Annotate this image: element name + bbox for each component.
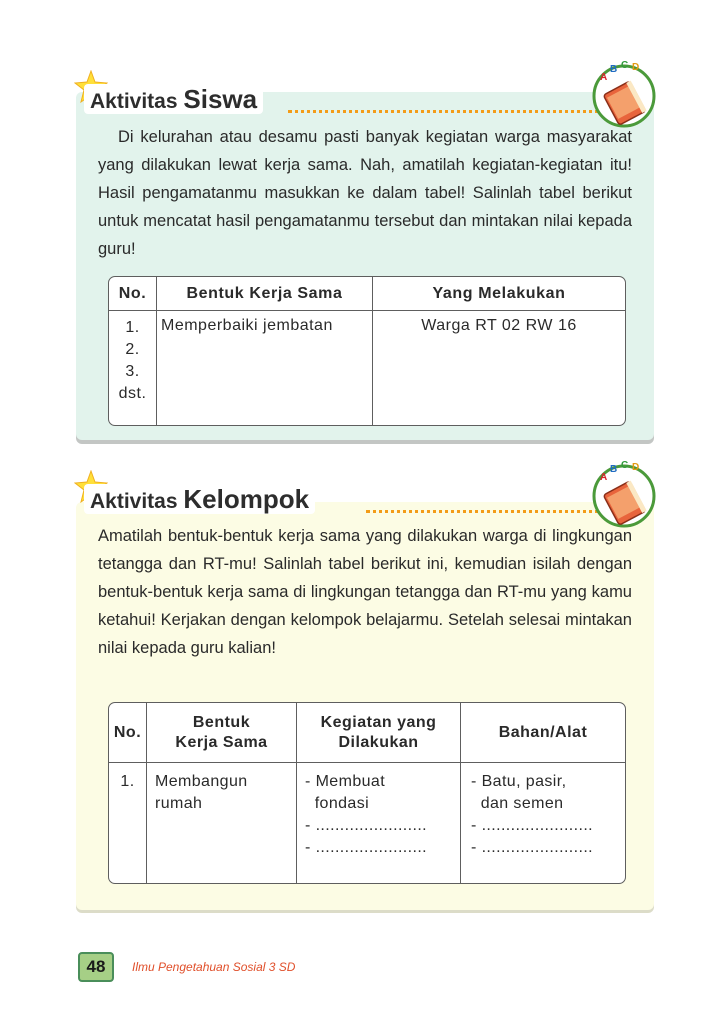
activity-siswa-title: Aktivitas Siswa [84,84,263,114]
cell-line: - Membuat [305,773,386,790]
activity-siswa-instructions: Di kelurahan atau desamu pasti banyak kegiatan warga masyarakat yang dilakukan lewat kerja sama. Nah, amatilah kegiatan-kegiatan itu! Hasil pengamatanmu masukkan ke dalam tabel! Salinlah tabel berikut untuk mencatat hasil pengamatanmu tersebut dan mintakan nilai kepada guru! [98,128,632,258]
cell-line: fondasi [305,795,370,812]
page-number: 48 [78,952,114,982]
cell-pelaku: Warga RT 02 RW 16 [421,317,577,334]
row-number: 1. [125,319,140,336]
header-line: Bentuk [192,713,251,731]
activity-kelompok-title: Aktivitas Kelompok [84,484,315,514]
svg-text:C: C [621,460,629,471]
svg-text:D: D [632,62,640,73]
activity-kelompok-table [108,702,626,884]
svg-text:B: B [610,64,618,75]
cell-line: dan semen [471,795,564,812]
col-header-no: No. [109,277,157,311]
svg-text:D: D [632,462,640,473]
row-number: 3. [125,363,140,380]
table-header-row [109,277,625,311]
col-header-bentuk: Bentuk Kerja Sama [157,277,373,311]
abc-book-icon [586,58,658,130]
row-number: 2. [125,341,140,358]
col-header-bentuk [147,703,297,763]
book-title: Ilmu Pengetahuan Sosial 3 SD [132,960,296,974]
table-header-row [109,703,625,763]
col-header-no: No. [109,703,147,763]
col-header-kegiatan [297,703,461,763]
blank-line: - ....................... [305,839,428,856]
activity-kelompok-instructions: Amatilah bentuk-bentuk kerja sama yang dilakukan warga di lingkungan tetangga dan RT-mu! Salinlah tabel berikut ini, kemudian isilah dengan bentuk-bentuk kerja sama di lingkungan tetangga dan RT-mu yang kamu ketahui! Kerjakan dengan kelompok belajarmu. Setelah selesai mintakan nilai kepada guru kalian! [98,527,632,657]
svg-text:C: C [621,60,629,71]
cell-bentuk [147,763,297,883]
cell-line: Membangun [155,773,248,790]
row-numbers [109,311,157,425]
blank-line: - ....................... [305,817,428,834]
col-header-pelaku: Yang Melakukan [373,277,625,311]
blank-line: - ....................... [471,839,594,856]
header-line: Kegiatan yang [320,713,437,731]
cell-line: rumah [155,795,203,812]
table-row [109,311,625,425]
table-row [109,763,625,883]
blank-line: - ....................... [471,817,594,834]
cell-kegiatan [297,763,461,883]
header-line: Dilakukan [338,733,419,751]
activity-kelompok-header [76,478,656,518]
svg-text:B: B [610,464,618,475]
col-header-bahan: Bahan/Alat [461,703,625,763]
cell-bahan [461,763,625,883]
activity-siswa-header [76,78,656,118]
header-line: Kerja Sama [175,733,268,751]
cell-bentuk: Memperbaiki jembatan [157,311,373,425]
svg-text:A: A [600,72,608,83]
svg-text:A: A [600,472,608,483]
cell-no: 1. [109,763,147,883]
activity-siswa-table [108,276,626,426]
cell-line: - Batu, pasir, [471,773,567,790]
row-number: dst. [118,385,147,402]
abc-book-icon [586,458,658,530]
